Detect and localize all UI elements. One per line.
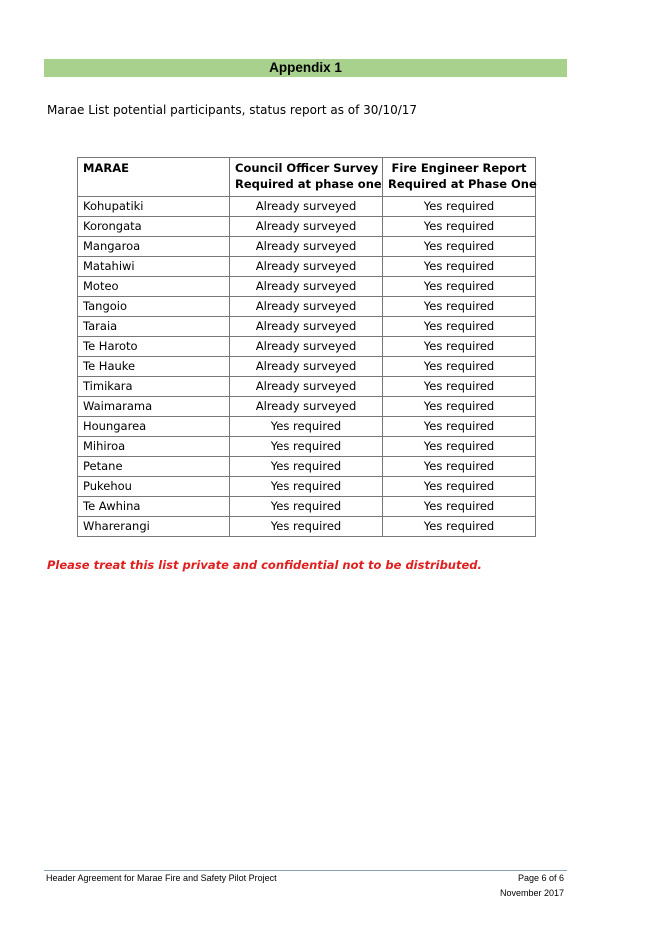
table-row	[78, 197, 536, 217]
marae-table-body	[78, 197, 536, 537]
table-row	[78, 497, 536, 517]
council-survey-cell: Already surveyed	[230, 257, 383, 277]
marae-name-cell: Te Hauke	[78, 357, 230, 377]
table-row	[78, 237, 536, 257]
table-row	[78, 417, 536, 437]
council-survey-cell: Already surveyed	[230, 377, 383, 397]
fire-report-cell: Yes required	[383, 457, 536, 477]
table-row	[78, 317, 536, 337]
footer-date: November 2017	[499, 888, 564, 898]
fire-report-cell: Yes required	[383, 297, 536, 317]
fire-report-cell: Yes required	[383, 317, 536, 337]
council-survey-cell: Already surveyed	[230, 277, 383, 297]
table-row	[78, 377, 536, 397]
fire-report-cell: Yes required	[383, 257, 536, 277]
council-survey-cell: Yes required	[230, 517, 383, 537]
marae-name-cell: Moteo	[78, 277, 230, 297]
table-row	[78, 437, 536, 457]
fire-report-cell: Yes required	[383, 357, 536, 377]
header-fire-line1: Fire Engineer Report	[391, 161, 527, 175]
appendix-heading: Appendix 1	[44, 59, 567, 77]
council-survey-cell: Already surveyed	[230, 317, 383, 337]
marae-name-cell: Petane	[78, 457, 230, 477]
council-survey-cell: Yes required	[230, 497, 383, 517]
council-survey-cell: Already surveyed	[230, 237, 383, 257]
header-council-survey	[230, 158, 383, 197]
header-council-line1: Council Officer Survey	[235, 161, 379, 175]
table-row	[78, 357, 536, 377]
fire-report-cell: Yes required	[383, 277, 536, 297]
header-fire-report	[383, 158, 536, 197]
council-survey-cell: Yes required	[230, 457, 383, 477]
status-report-subtitle: Marae List potential participants, status report as of 30/10/17	[47, 103, 418, 117]
table-header-row	[78, 158, 536, 197]
table-row	[78, 477, 536, 497]
fire-report-cell: Yes required	[383, 197, 536, 217]
table-row	[78, 217, 536, 237]
fire-report-cell: Yes required	[383, 497, 536, 517]
council-survey-cell: Already surveyed	[230, 297, 383, 317]
header-marae: MARAE	[78, 158, 230, 197]
council-survey-cell: Already surveyed	[230, 217, 383, 237]
header-council-line2: Required at phase one	[235, 177, 382, 191]
council-survey-cell: Already surveyed	[230, 397, 383, 417]
marae-name-cell: Te Haroto	[78, 337, 230, 357]
council-survey-cell: Already surveyed	[230, 357, 383, 377]
table-row	[78, 297, 536, 317]
header-fire-line2: Required at Phase One	[388, 177, 537, 191]
council-survey-cell: Already surveyed	[230, 337, 383, 357]
fire-report-cell: Yes required	[383, 337, 536, 357]
footer-title: Header Agreement for Marae Fire and Safety Pilot Project	[46, 873, 277, 883]
table-row	[78, 337, 536, 357]
footer-divider	[44, 870, 567, 871]
fire-report-cell: Yes required	[383, 377, 536, 397]
table-row	[78, 457, 536, 477]
table-row	[78, 517, 536, 537]
council-survey-cell: Yes required	[230, 437, 383, 457]
marae-name-cell: Pukehou	[78, 477, 230, 497]
marae-name-cell: Matahiwi	[78, 257, 230, 277]
marae-name-cell: Korongata	[78, 217, 230, 237]
fire-report-cell: Yes required	[383, 417, 536, 437]
marae-name-cell: Mihiroa	[78, 437, 230, 457]
council-survey-cell: Yes required	[230, 417, 383, 437]
marae-table	[77, 157, 536, 537]
fire-report-cell: Yes required	[383, 517, 536, 537]
fire-report-cell: Yes required	[383, 477, 536, 497]
confidential-notice: Please treat this list private and confidential not to be distributed.	[47, 558, 482, 572]
council-survey-cell: Already surveyed	[230, 197, 383, 217]
marae-name-cell: Waimarama	[78, 397, 230, 417]
marae-name-cell: Tangoio	[78, 297, 230, 317]
marae-name-cell: Timikara	[78, 377, 230, 397]
table-row	[78, 277, 536, 297]
fire-report-cell: Yes required	[383, 437, 536, 457]
table-row	[78, 257, 536, 277]
marae-name-cell: Taraia	[78, 317, 230, 337]
footer-page-number: Page 6 of 6	[517, 873, 564, 883]
marae-name-cell: Kohupatiki	[78, 197, 230, 217]
council-survey-cell: Yes required	[230, 477, 383, 497]
fire-report-cell: Yes required	[383, 217, 536, 237]
marae-name-cell: Houngarea	[78, 417, 230, 437]
fire-report-cell: Yes required	[383, 397, 536, 417]
fire-report-cell: Yes required	[383, 237, 536, 257]
marae-name-cell: Te Awhina	[78, 497, 230, 517]
table-row	[78, 397, 536, 417]
marae-name-cell: Mangaroa	[78, 237, 230, 257]
marae-name-cell: Wharerangi	[78, 517, 230, 537]
